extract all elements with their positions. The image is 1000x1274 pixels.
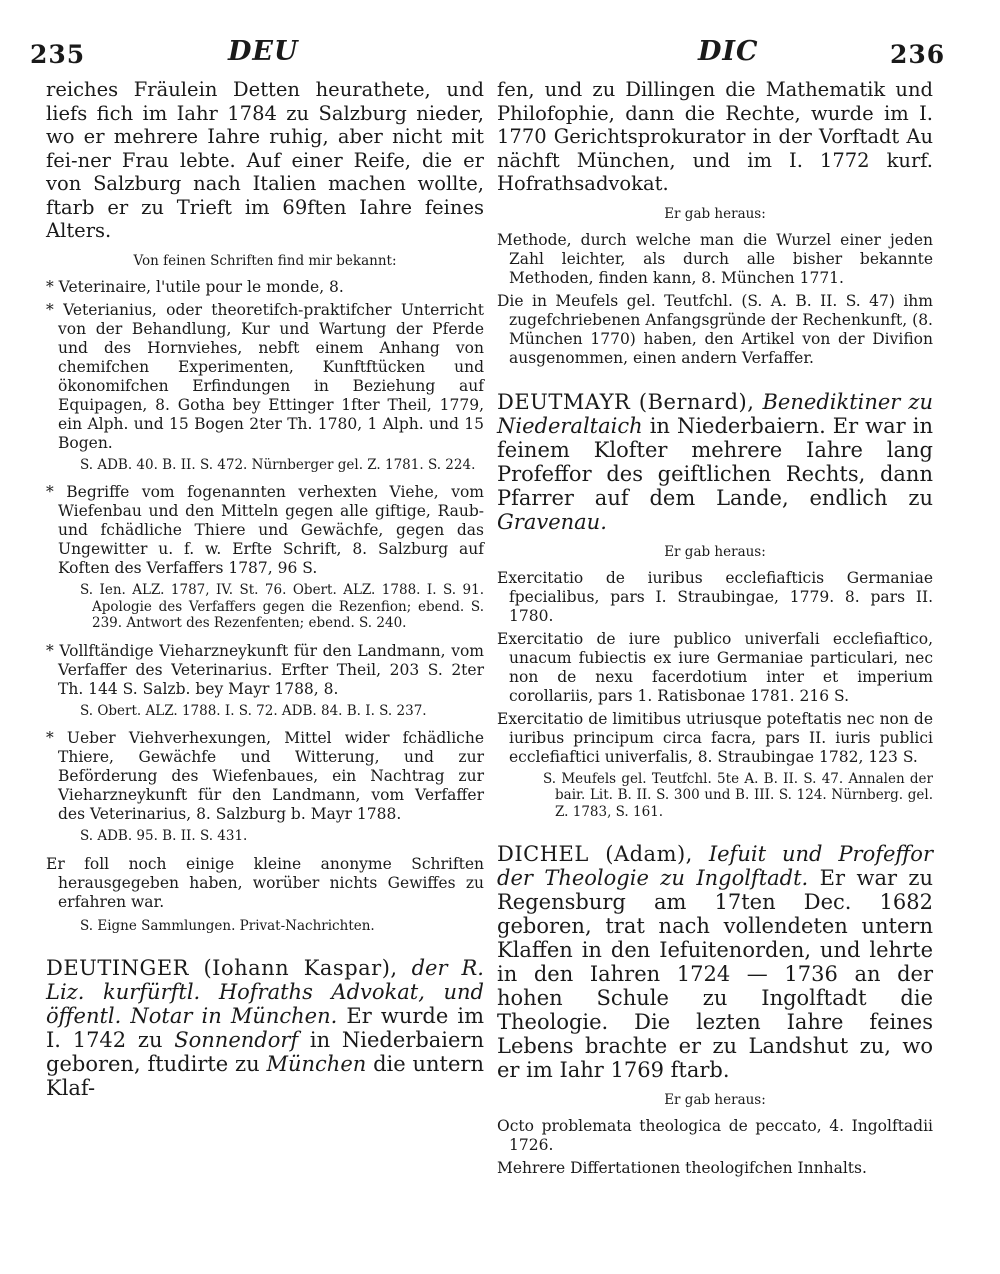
deutinger-text-2: in Niederbaiern geboren, ftudirte zu — [46, 1028, 484, 1076]
work-reference: S. ADB. 95. B. II. S. 431. — [80, 828, 248, 844]
work-entry: * Ueber Viehverhexungen, Mittel wider fchädliche Thiere, Gewächfe und Witterung, und zur Beförderung des Wiefenbaues, ein Nachtrag zur Vieharzneykunft für den Landmann, vom Verfaffer des Veterinarius, 8. Salzburg b. Mayr 1788. — [46, 729, 484, 823]
deutinger-place-1: Sonnendorf — [174, 1028, 299, 1052]
deutinger-heraus-heading: Er gab heraus: — [664, 205, 766, 222]
deutmayr-title: Benediktiner zu Niederaltaich — [497, 389, 933, 438]
deutinger-text-3: die untern Klaf- — [46, 1052, 484, 1100]
right-column — [497, 78, 933, 1178]
deutmayr-text: in Niederbaiern. Er war in feinem Klofter mehrere Iahre lang Profeffor des geiftlichen Rechts, dann Pfarrer auf dem Lande, endlich zu — [497, 413, 933, 510]
left-column — [46, 78, 484, 1100]
work-reference: S. Obert. ALZ. 1788. I. S. 72. ADB. 84. B. I. S. 237. — [80, 702, 427, 719]
dichel-text: Er war zu Regensburg am 17ten Dec. 1682 geboren, trat nach vollendeten untern Klaffen in den Iefuitenorden, und lehrte in den Iahren 1724 — 1736 an der hohen Schule zu Ingolftadt die Theologie. Die lezten Iahre feines Lebens brachte er zu Landshut zu, wo er im Iahr 1769 ftarb. — [497, 866, 934, 1082]
work-entry: * Vollftändige Vieharzneykunft für den Landmann, vom Verfaffer des Veterinarius. Erfter Theil, 203 S. 2ter Th. 144 S. Salzb. bey Mayr 1788, 8. — [46, 641, 484, 698]
dichel-entry — [497, 842, 933, 1082]
note-reference: S. Eigne Sammlungen. Privat-Nachrichten. — [80, 917, 375, 934]
left-page-number: 235 — [30, 40, 86, 69]
work-entry: * Veterinaire, l'utile pour le monde, 8. — [46, 277, 344, 296]
deutinger-name: DEUTINGER (Iohann Kaspar), — [46, 956, 398, 980]
deutmayr-work: Exercitatio de iure publico univerfali ecclefiaftico, unacum fubiectis ex iure Germaniae particulari, nec non de nexu facerdotium inter et imperium corollariis, pars 1. Ratisbonae 1781. 216 S. — [497, 629, 933, 705]
left-running-head: DEU — [228, 36, 299, 67]
deutinger-text-1: Er wurde im I. 1742 zu — [46, 1004, 484, 1052]
deutmayr-heraus-heading: Er gab heraus: — [664, 543, 766, 560]
work-entry: * Begriffe vom fogenannten verhexten Viehe, vom Wiefenbau und den Mitteln gegen alle giftige, Raub- und fchädliche Thiere und Gewächfe, gegen das Ungewitter u. f. w. Erfte Schrift, 8. Salzburg auf Koften des Verfaffers 1787, 96 S. — [46, 483, 484, 577]
dichel-name: DICHEL (Adam), — [497, 842, 693, 866]
deutmayr-entry — [497, 390, 933, 534]
right-page-number: 236 — [890, 40, 946, 69]
deutinger-work: Die in Meufels gel. Teutfchl. (S. A. B. II. S. 47) ihm zugefchriebenen Anfangsgründe der Rechenkunft, (8. München 1770) haben, den Artikel von der Divifion ausgenommen, einen andern Verfaffer. — [497, 291, 933, 367]
deutmayr-place: Gravenau. — [497, 509, 607, 534]
deutinger-work: Methode, durch welche man die Wurzel einer jeden Zahl leichter, als durch alle bisher bekannte Methoden, finden kann, 8. München 1771. — [497, 230, 933, 287]
dichel-title: Iefuit und Profeffor der Theologie zu Ingolftadt. — [497, 842, 933, 890]
deutinger-place-2: München — [266, 1052, 367, 1076]
dichel-work: Mehrere Differtationen theologifchen Innhalts. — [497, 1159, 867, 1177]
deutmayr-work: Exercitatio de iuribus ecclefiafticis Germaniae fpecialibus, pars I. Straubingae, 1779. 8. pars II. 1780. — [497, 568, 933, 625]
work-entry: * Veterianius, oder theoretifch-praktifcher Unterricht von der Behandlung, Kur und Wartung der Pferde und des Hornviehes, nebft einem Anhang von chemifchen Experimenten, Kunftftücken und ökonomifchen Erfindungen in Beziehung auf Equipagen, 8. Gotha bey Ettinger 1fter Theil, 1779, ein Alph. und 15 Bogen 2ter Th. 1780, 1 Alph. und 15 Bogen. — [46, 300, 484, 452]
right-running-head: DIC — [698, 36, 759, 67]
deutmayr-name: DEUTMAYR (Bernard), — [497, 389, 755, 414]
writings-heading: Von feinen Schriften find mir bekannt: — [133, 252, 397, 269]
intro-paragraph: reiches Fräulein Detten heurathete, und liefs fich im Iahr 1784 zu Salzburg nieder, wo er mehrere Iahre ruhig, aber nicht mit fei-ner Frau lebte. Auf einer Reife, die er von Salzburg nach Italien machen wollte, ftarb er zu Trieft im 69ften Iahre feines Alters. — [46, 78, 484, 242]
deutinger-title: der R. Liz. kurfürftl. Hofraths Advokat, und öffentl. Notar in München. — [46, 956, 484, 1028]
deutmayr-work: Exercitatio de limitibus utriusque poteftatis nec non de iuribus principum circa facra, pars II. iuris publici ecclefiaftici univerfalis, 8. Straubingae 1782, 123 S. — [497, 709, 933, 766]
dichel-work: Octo problemata theologica de peccato, 4. Ingolftadii 1726. — [497, 1117, 933, 1154]
dichel-heraus-heading: Er gab heraus: — [664, 1092, 766, 1108]
deutinger-entry — [46, 956, 484, 1100]
work-reference: S. Ien. ALZ. 1787, IV. St. 76. Obert. ALZ. 1788. I. S. 91. Apologie des Verfaffers gegen die Rezenfion; ebend. S. 239. Antwort des Rezenfenten; ebend. S. 240. — [80, 582, 484, 631]
deutinger-continuation: fen, und zu Dillingen die Mathematik und Philofophie, dann die Rechte, wurde im I. 1770 Gerichtsprokurator in der Vorftadt Au nächft München, und im I. 1772 kurf. Hofrathsadvokat. — [497, 78, 933, 195]
work-reference: S. ADB. 40. B. II. S. 472. Nürnberger gel. Z. 1781. S. 224. — [80, 456, 476, 473]
deutmayr-reference: S. Meufels gel. Teutfchl. 5te A. B. II. S. 47. Annalen der bair. Lit. B. II. S. 300 und B. III. S. 124. Nürnberg. gel. Z. 1783, S. 161. — [543, 770, 933, 820]
anonymous-writings-note: Er foll noch einige kleine anonyme Schriften herausgegeben haben, worüber nichts Gewiffes zu erfahren war. — [46, 854, 484, 911]
